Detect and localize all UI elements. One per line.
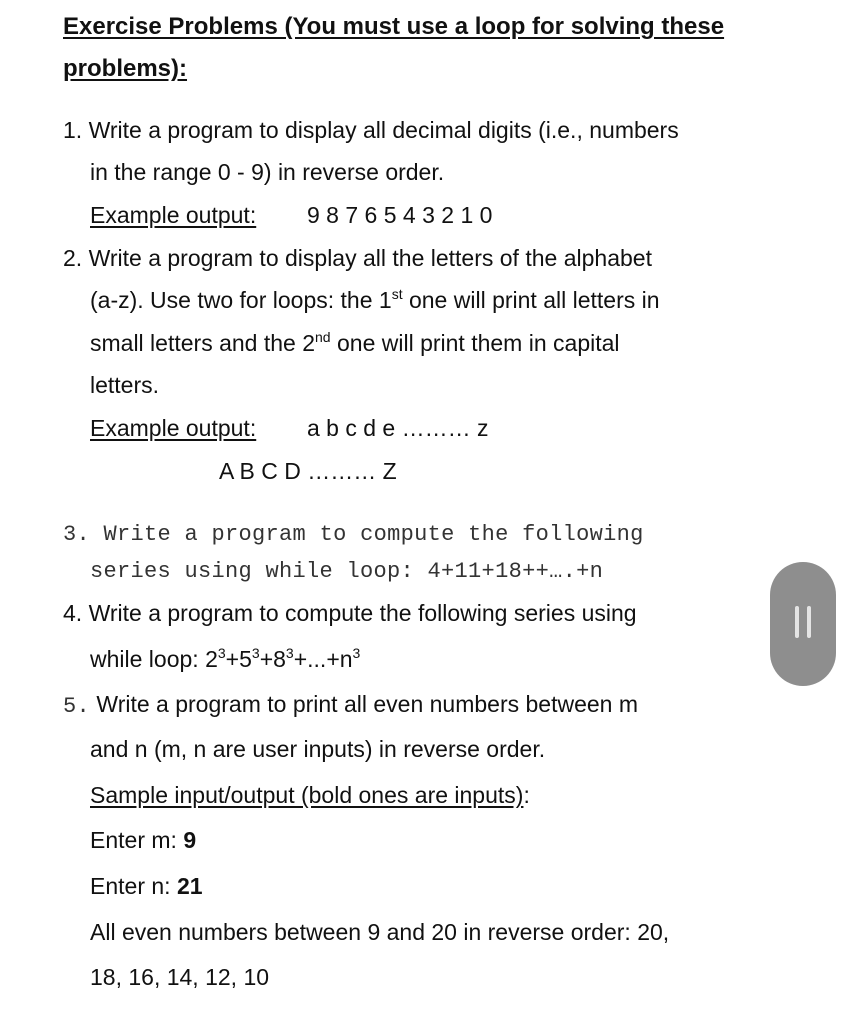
example-value-lower: a b c d e ……… z xyxy=(307,415,489,441)
prompt-m: Enter m: xyxy=(90,827,184,853)
problem-3-line-1 xyxy=(63,520,644,550)
problem-1-example xyxy=(90,200,492,230)
sample-label: Sample input/output (bold ones are inputs) xyxy=(90,782,524,808)
value-m: 9 xyxy=(183,827,197,853)
superscript: nd xyxy=(315,329,331,345)
problem-4-line-1 xyxy=(63,598,637,628)
formula-part: +5 xyxy=(225,646,252,672)
problem-2-line-2 xyxy=(90,285,660,315)
title-line-1: Exercise Problems (You must use a loop for solving these xyxy=(63,13,725,40)
problem-2-line-2-rest: one will print all letters in xyxy=(402,287,660,313)
problem-3-line-2: series using while loop: 4+11+18++….+n xyxy=(90,559,604,584)
problem-3-number: 3. xyxy=(63,522,91,547)
problem-2-number: 2. xyxy=(63,245,83,271)
problem-1-line-2: in the range 0 - 9) in reverse order. xyxy=(90,159,445,185)
problem-5-number: 5. xyxy=(63,694,91,719)
superscript: st xyxy=(391,286,403,302)
problem-4-text: Write a program to compute the following series using xyxy=(88,600,637,626)
example-value-upper: A B C D ……… Z xyxy=(219,458,397,484)
value-n: 21 xyxy=(176,873,203,899)
problem-5-text: Write a program to print all even numbers between m xyxy=(96,691,639,717)
exponent: 3 xyxy=(217,645,226,661)
problem-4-number: 4. xyxy=(63,600,83,626)
problem-5-line-1 xyxy=(63,689,638,722)
example-value: 9 8 7 6 5 4 3 2 1 0 xyxy=(307,202,493,228)
problem-2-line-3 xyxy=(90,328,620,358)
formula-part: +8 xyxy=(259,646,286,672)
problem-2-line-1 xyxy=(63,243,652,273)
prompt-n: Enter n: xyxy=(90,873,177,899)
problem-2-example xyxy=(90,413,489,443)
problem-5-line-2: and n (m, n are user inputs) in reverse order. xyxy=(90,736,546,762)
problem-2-line-3-text: small letters and the 2 xyxy=(90,330,316,356)
problem-3-text: Write a program to compute the following xyxy=(103,522,644,547)
exponent: 3 xyxy=(285,645,294,661)
exponent: 3 xyxy=(352,645,361,661)
sample-output-line-2: 18, 16, 14, 12, 10 xyxy=(90,964,270,990)
problem-4-formula xyxy=(90,644,360,674)
sample-output-line-1: All even numbers between 9 and 20 in reverse order: 20, xyxy=(90,919,670,945)
page-title xyxy=(63,6,783,90)
problem-1-number: 1. xyxy=(63,117,83,143)
scroll-handle[interactable] xyxy=(770,562,836,686)
problem-1-line-1 xyxy=(63,115,679,145)
title-line-2: problems): xyxy=(63,55,188,82)
exponent: 3 xyxy=(251,645,260,661)
sample-input-n xyxy=(90,871,203,901)
problem-2-line-3-rest: one will print them in capital xyxy=(330,330,620,356)
problem-1-text: Write a program to display all decimal digits (i.e., numbers xyxy=(88,117,679,143)
sample-io-label xyxy=(90,780,530,810)
formula-part: while loop: 2 xyxy=(90,646,218,672)
sample-input-m xyxy=(90,825,196,855)
sample-colon: : xyxy=(523,782,530,808)
problem-2-line-4: letters. xyxy=(90,372,160,398)
example-label: Example output: xyxy=(90,202,257,228)
problem-2-line-2-text: (a-z). Use two for loops: the 1 xyxy=(90,287,392,313)
example-label: Example output: xyxy=(90,415,257,441)
formula-part: +...+n xyxy=(293,646,353,672)
problem-2-text: Write a program to display all the letters of the alphabet xyxy=(88,245,652,271)
